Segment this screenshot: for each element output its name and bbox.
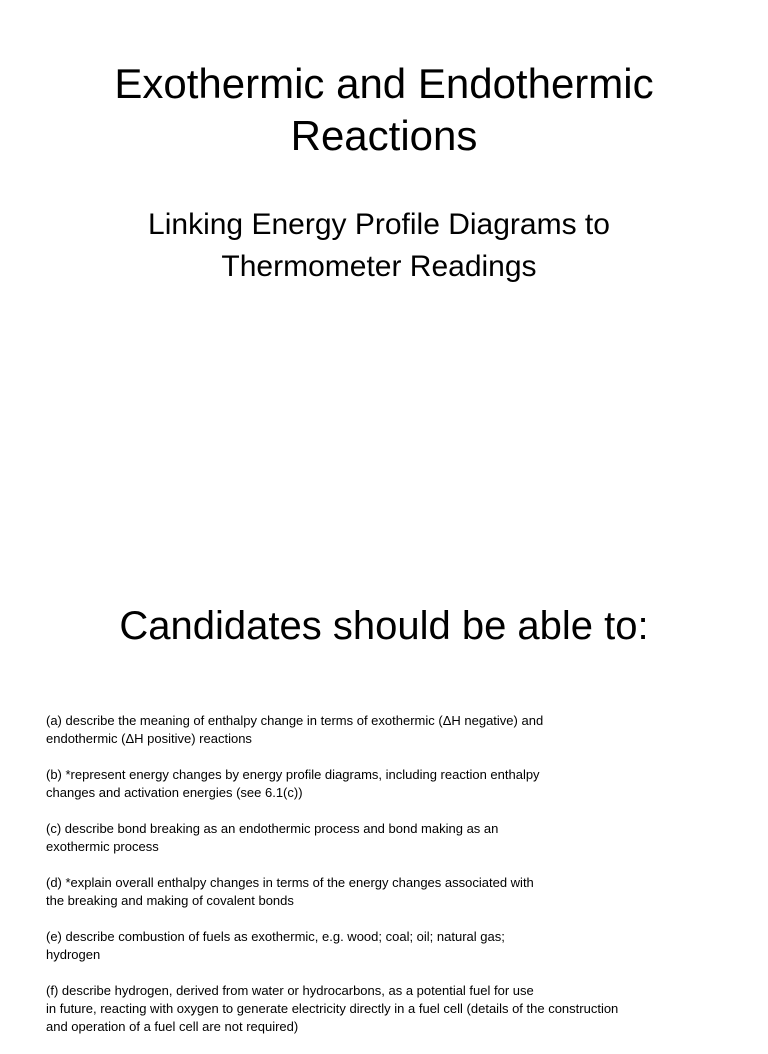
objectives-slide bbox=[0, 576, 768, 1034]
objective-b: (b) *represent energy changes by energy profile diagrams, including reaction enthalpy changes and activation energies (see 6.1(c)) bbox=[46, 767, 540, 800]
objective-c: (c) describe bond breaking as an endothermic process and bond making as an exothermic process bbox=[46, 821, 499, 854]
objectives-title: Candidates should be able to: bbox=[119, 604, 649, 648]
objective-d: (d) *explain overall enthalpy changes in terms of the energy changes associated with the breaking and making of covalent bonds bbox=[46, 875, 534, 908]
slide-subtitle: Linking Energy Profile Diagrams to Thermometer Readings bbox=[148, 208, 610, 283]
slide-title: Exothermic and Endothermic Reactions bbox=[114, 60, 654, 159]
objective-a: (a) describe the meaning of enthalpy change in terms of exothermic (ΔH negative) and endothermic (ΔH positive) reactions bbox=[46, 713, 544, 746]
objectives-list bbox=[46, 712, 718, 1054]
objective-f: (f) describe hydrogen, derived from water or hydrocarbons, as a potential fuel for use in future, reacting with oxygen to generate electricity directly in a fuel cell (details of the construction and operation of a fuel cell are not required) bbox=[46, 983, 619, 1034]
objective-e: (e) describe combustion of fuels as exothermic, e.g. wood; coal; oil; natural gas; hydrogen bbox=[46, 929, 505, 962]
